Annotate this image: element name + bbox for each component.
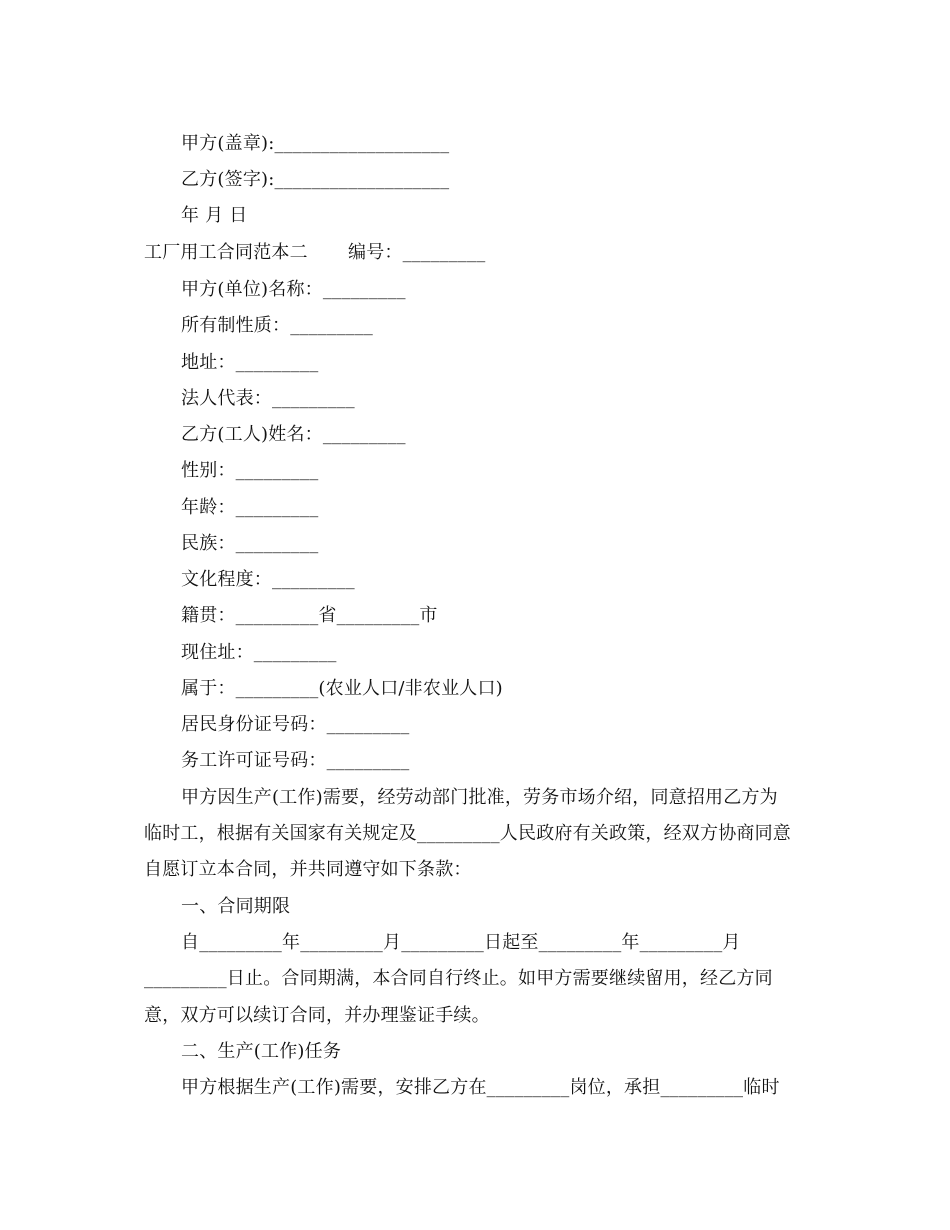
section-2-line-1: 甲方根据生产(工作)需要，安排乙方在_________岗位，承担_________临时 xyxy=(181,1077,780,1098)
field-legal-rep: 法人代表：_________ xyxy=(181,388,355,409)
field-current-address: 现住址：_________ xyxy=(181,642,337,663)
party-b-sign-line xyxy=(181,167,449,193)
field-ethnicity: 民族：_________ xyxy=(181,533,319,554)
section-1-line-3: 意，双方可以续订合同，并办理鉴证手续。 xyxy=(144,1005,490,1026)
party-b-sign-blank: ___________________ xyxy=(274,169,450,190)
section-1-line-1: 自_________年_________月_________日起至_________年_________月 xyxy=(181,932,741,953)
party-a-seal-line xyxy=(181,131,449,157)
contract-title: 工厂用工合同范本二 xyxy=(144,242,308,263)
party-a-seal-blank: ___________________ xyxy=(274,133,450,154)
intro-line-3: 自愿订立本合同，并共同遵守如下条款： xyxy=(144,859,472,880)
field-native-place: 籍贯：_________省_________市 xyxy=(181,605,438,626)
field-age: 年龄：_________ xyxy=(181,497,319,518)
field-household-type: 属于：_________(农业人口/非农业人口) xyxy=(181,678,503,699)
signature-date: 年 月 日 xyxy=(181,205,248,226)
section-1-line-2: _________日止。合同期满，本合同自行终止。如甲方需要继续留用，经乙方同 xyxy=(144,968,773,989)
field-worker-name: 乙方(工人)姓名：_________ xyxy=(181,424,406,445)
field-employer-name: 甲方(单位)名称：_________ xyxy=(181,279,406,300)
party-b-sign-label: 乙方(签字): xyxy=(181,169,275,190)
field-address: 地址：_________ xyxy=(181,352,319,373)
contract-number xyxy=(348,240,485,266)
section-2-heading: 二、生产(工作)任务 xyxy=(181,1041,342,1062)
field-gender: 性别：_________ xyxy=(181,460,319,481)
field-ownership: 所有制性质：_________ xyxy=(181,315,373,336)
field-education: 文化程度：_________ xyxy=(181,569,355,590)
contract-number-blank: _________ xyxy=(402,242,486,263)
party-a-seal-label: 甲方(盖章): xyxy=(181,133,275,154)
intro-line-2: 临时工，根据有关国家有关规定及_________人民政府有关政策，经双方协商同意 xyxy=(144,823,791,844)
field-work-permit: 务工许可证号码：_________ xyxy=(181,750,410,771)
intro-line-1: 甲方因生产(工作)需要，经劳动部门批准，劳务市场介绍，同意招用乙方为 xyxy=(181,787,778,808)
field-id-number: 居民身份证号码：_________ xyxy=(181,714,410,735)
section-1-heading: 一、合同期限 xyxy=(181,896,291,917)
contract-number-label: 编号： xyxy=(348,242,403,263)
